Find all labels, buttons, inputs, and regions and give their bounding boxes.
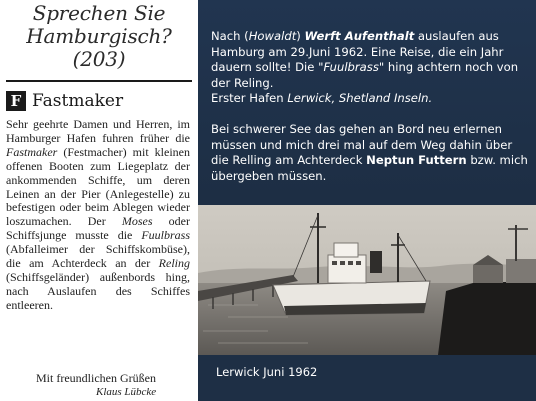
story-run: Erster Hafen (211, 91, 288, 106)
clipping-body-text (6, 118, 190, 313)
story-paragraph (211, 91, 533, 107)
clipping-index-letter: F (6, 91, 26, 111)
clipping-body-run: Fastmaker (6, 144, 58, 159)
clipping-title-line: Sprechen Sie (32, 1, 166, 25)
story-run: ) (296, 29, 305, 43)
story-run: Bei schwerer See das gehen an Bord neu erlernen müssen und mich drei mal auf dem Weg dahin über die Relling am Achterdeck (211, 121, 513, 168)
story-run: Fuulbrass (323, 60, 379, 75)
photo-caption-bar (198, 355, 536, 401)
clipping-body-run: Reling (158, 256, 190, 271)
clipping-closing: Mit freundlichen Grüßen (36, 371, 156, 385)
clipping-divider (6, 80, 192, 82)
photo-caption: Lerwick Juni 1962 (216, 365, 318, 379)
clipping-body-run: Moses (121, 214, 153, 229)
story-run: auslaufen aus Hamburg am 29.Juni 1962. Eine Reise, die ein Jahr dauern sollte! Die " (211, 29, 504, 75)
clipping-body-run: oder Schiffsjunge musste die (6, 214, 190, 243)
story-run: Howaldt (248, 29, 297, 43)
story-run: Lerwick, Shetland Inseln. (287, 91, 433, 106)
clipping-title-line: Hamburgisch? (26, 24, 172, 48)
clipping-title (0, 2, 198, 71)
clipping-signature: Klaus Lübcke (96, 386, 157, 398)
story-run: " hing achtern noch von der Reling. (211, 60, 519, 90)
story-run: bzw. mich übergeben müssen. (211, 153, 528, 183)
story-run: Nach ( (211, 29, 249, 43)
ship-photo (198, 205, 536, 355)
story-paragraph (211, 29, 533, 91)
clipping-title-line: (203) (72, 47, 126, 71)
clipping-heading (6, 89, 123, 113)
story-run: Werft Aufenthalt (304, 29, 415, 43)
story-paragraph (211, 122, 533, 184)
clipping-body-run: Fuulbrass (141, 228, 190, 243)
story-run: Neptun Futtern (366, 153, 467, 168)
story-text (211, 29, 533, 184)
clipping-body-run: Sehr geehrte Damen und Herren, im Hamburger Hafen fuhren früher die (6, 117, 190, 145)
clipping-body-run: (Festmacher) mit kleinen offenen Booten zum Liegeplatz der ankommenden Schiffe, um deren Leinen an der Pier (Anlegestelle) zu befestigen oder beim Ablegen wieder loszumachen. Der (6, 144, 190, 229)
clipping-body-run: (Abfalleimer der Schiffskombüse), die am Achterdeck an der (6, 242, 190, 271)
newspaper-clipping (0, 0, 198, 401)
clipping-body-run: (Schiffsgeländer) außenbords hing, nach Auslaufen des Schiffes entleeren. (6, 269, 190, 312)
clipping-heading-text: Fastmaker (32, 91, 124, 111)
